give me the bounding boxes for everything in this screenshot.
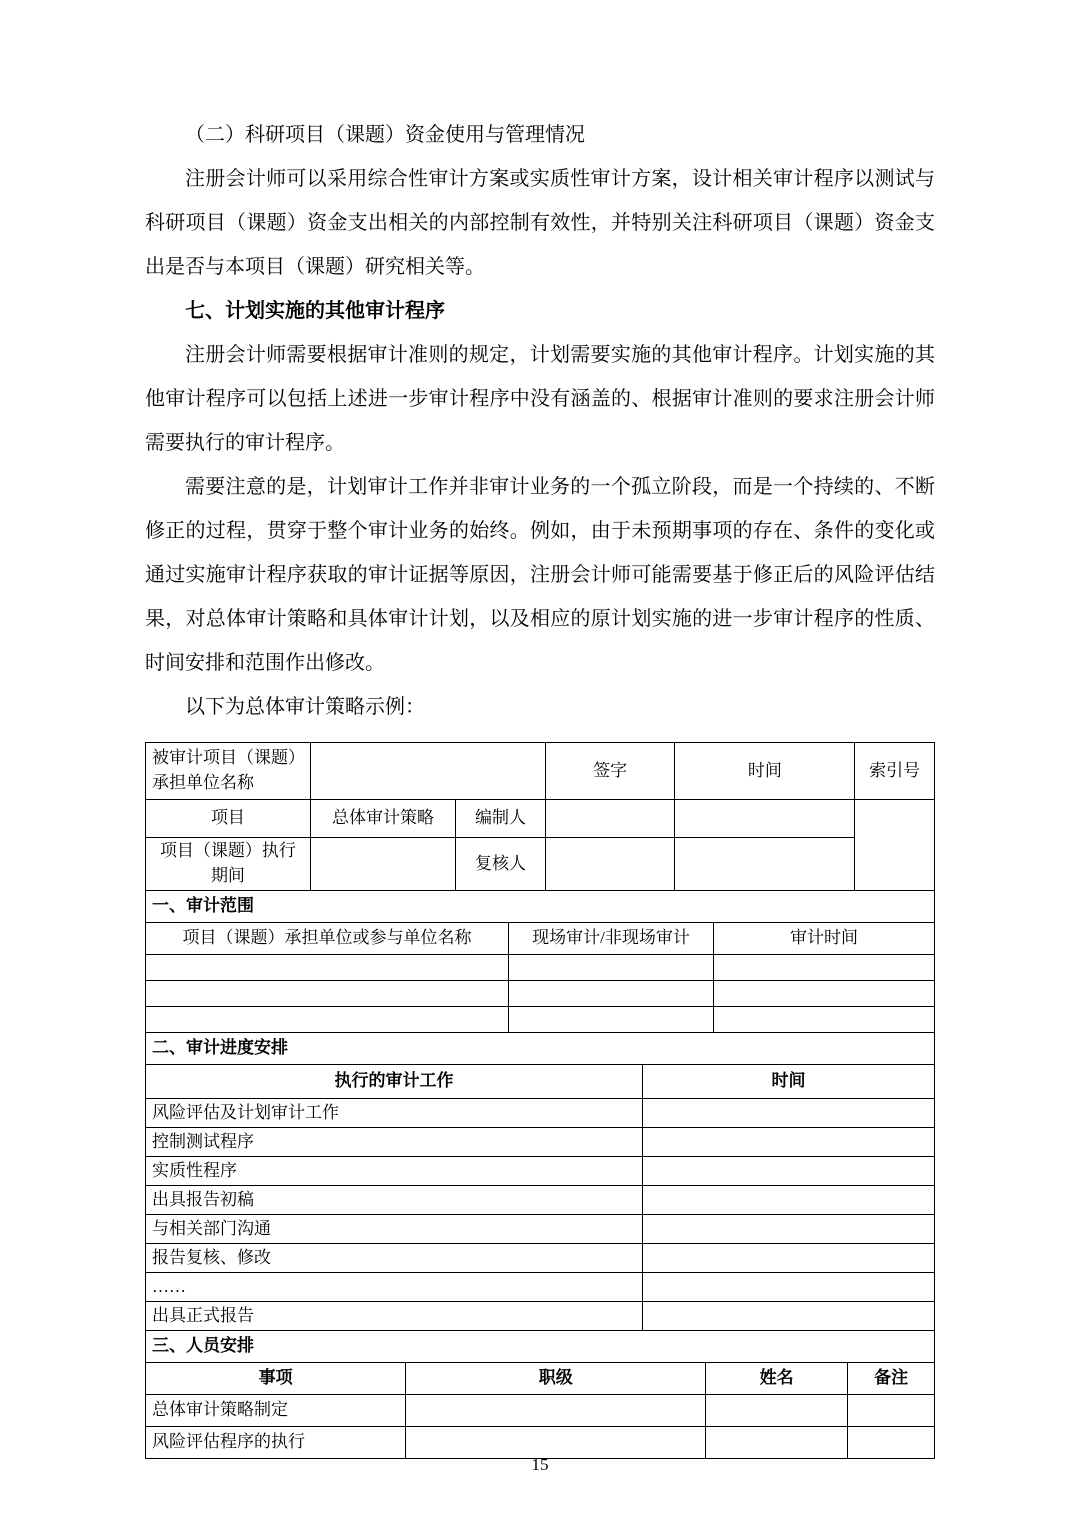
audit-schedule-table [145, 1032, 935, 1331]
staff-rank-cell [406, 1395, 706, 1427]
schedule-work-label: 风险评估及计划审计工作 [146, 1099, 643, 1128]
staffing-table [145, 1330, 935, 1459]
scope-unit-cell [146, 981, 509, 1007]
scope-col-unit: 项目（课题）承担单位或参与单位名称 [146, 923, 509, 955]
audit-scope-table [145, 890, 935, 1033]
schedule-work-label: 与相关部门沟通 [146, 1215, 643, 1244]
section-heading: 七、计划实施的其他审计程序 [185, 300, 445, 322]
scope-empty-row [146, 955, 935, 981]
schedule-work-label: …… [146, 1273, 643, 1302]
index-no-label: 索引号 [855, 743, 935, 800]
schedule-col-work: 执行的审计工作 [146, 1065, 643, 1099]
reviewer-label: 复核人 [456, 838, 546, 891]
index-no-value-cell [855, 800, 935, 891]
preparer-sign-cell [546, 800, 675, 838]
schedule-row [146, 1244, 935, 1273]
schedule-row [146, 1302, 935, 1331]
page-number: 15 [531, 1455, 549, 1474]
staff-rank-cell [406, 1427, 706, 1459]
subsection-heading: （二）科研项目（课题）资金使用与管理情况 [185, 124, 585, 146]
scope-type-cell [508, 981, 713, 1007]
period-label: 项目（课题）执行期间 [146, 838, 311, 891]
time-label: 时间 [675, 743, 855, 800]
reviewer-time-cell [675, 838, 855, 891]
schedule-row [146, 1273, 935, 1302]
schedule-work-label: 出具报告初稿 [146, 1186, 643, 1215]
schedule-time-cell [643, 1099, 935, 1128]
staff-name-cell [706, 1395, 848, 1427]
schedule-time-cell [643, 1273, 935, 1302]
staff-section-title: 三、人员安排 [146, 1331, 935, 1363]
scope-empty-row [146, 1007, 935, 1033]
unit-name-label: 被审计项目（课题）承担单位名称 [146, 743, 311, 800]
strategy-label: 总体审计策略 [310, 800, 455, 838]
scope-time-cell [714, 981, 935, 1007]
scope-type-cell [508, 955, 713, 981]
staff-item-label: 风险评估程序的执行 [146, 1427, 406, 1459]
strategy-form-header-table [145, 742, 935, 891]
schedule-time-cell [643, 1128, 935, 1157]
preparer-label: 编制人 [456, 800, 546, 838]
staff-col-note: 备注 [848, 1363, 935, 1395]
staff-note-cell [848, 1395, 935, 1427]
staff-col-name: 姓名 [706, 1363, 848, 1395]
staff-item-label: 总体审计策略制定 [146, 1395, 406, 1427]
schedule-time-cell [643, 1157, 935, 1186]
schedule-work-label: 报告复核、修改 [146, 1244, 643, 1273]
scope-empty-row [146, 981, 935, 1007]
schedule-time-cell [643, 1302, 935, 1331]
unit-name-value-cell [310, 743, 545, 800]
staff-note-cell [848, 1427, 935, 1459]
staff-row [146, 1427, 935, 1459]
schedule-time-cell [643, 1215, 935, 1244]
scope-unit-cell [146, 1007, 509, 1033]
scope-time-cell [714, 1007, 935, 1033]
document-body [145, 113, 935, 1459]
staff-col-rank: 职级 [406, 1363, 706, 1395]
paragraph-funding-usage: 注册会计师可以采用综合性审计方案或实质性审计方案，设计相关审计程序以测试与科研项目（课题）资金支出相关的内部控制有效性，并特别关注科研项目（课题）资金支出是否与本项目（课题）研究相关等。 [145, 168, 935, 278]
schedule-time-cell [643, 1244, 935, 1273]
paragraph-note: 需要注意的是，计划审计工作并非审计业务的一个孤立阶段，而是一个持续的、不断修正的过程，贯穿于整个审计业务的始终。例如，由于未预期事项的存在、条件的变化或通过实施审计程序获取的审计证据等原因，注册会计师可能需要基于修正后的风险评估结果，对总体审计策略和具体审计计划，以及相应的原计划实施的进一步审计程序的性质、时间安排和范围作出修改。 [145, 476, 935, 674]
paragraph-other-procedures: 注册会计师需要根据审计准则的规定，计划需要实施的其他审计程序。计划实施的其他审计程序可以包括上述进一步审计程序中没有涵盖的、根据审计准则的要求注册会计师需要执行的审计程序。 [145, 344, 935, 454]
schedule-row [146, 1099, 935, 1128]
sign-label: 签字 [546, 743, 675, 800]
schedule-work-label: 控制测试程序 [146, 1128, 643, 1157]
scope-section-title: 一、审计范围 [146, 891, 935, 923]
schedule-time-cell [643, 1186, 935, 1215]
staff-row [146, 1395, 935, 1427]
project-label: 项目 [146, 800, 311, 838]
schedule-col-time: 时间 [643, 1065, 935, 1099]
preparer-time-cell [675, 800, 855, 838]
scope-unit-cell [146, 955, 509, 981]
period-value-cell [310, 838, 455, 891]
schedule-row [146, 1157, 935, 1186]
scope-col-time: 审计时间 [714, 923, 935, 955]
schedule-work-label: 实质性程序 [146, 1157, 643, 1186]
schedule-work-label: 出具正式报告 [146, 1302, 643, 1331]
schedule-row [146, 1128, 935, 1157]
schedule-row [146, 1186, 935, 1215]
staff-name-cell [706, 1427, 848, 1459]
schedule-section-title: 二、审计进度安排 [146, 1033, 935, 1065]
scope-col-type: 现场审计/非现场审计 [508, 923, 713, 955]
schedule-row [146, 1215, 935, 1244]
reviewer-sign-cell [546, 838, 675, 891]
scope-type-cell [508, 1007, 713, 1033]
scope-time-cell [714, 955, 935, 981]
table-intro: 以下为总体审计策略示例： [185, 696, 425, 718]
staff-col-item: 事项 [146, 1363, 406, 1395]
